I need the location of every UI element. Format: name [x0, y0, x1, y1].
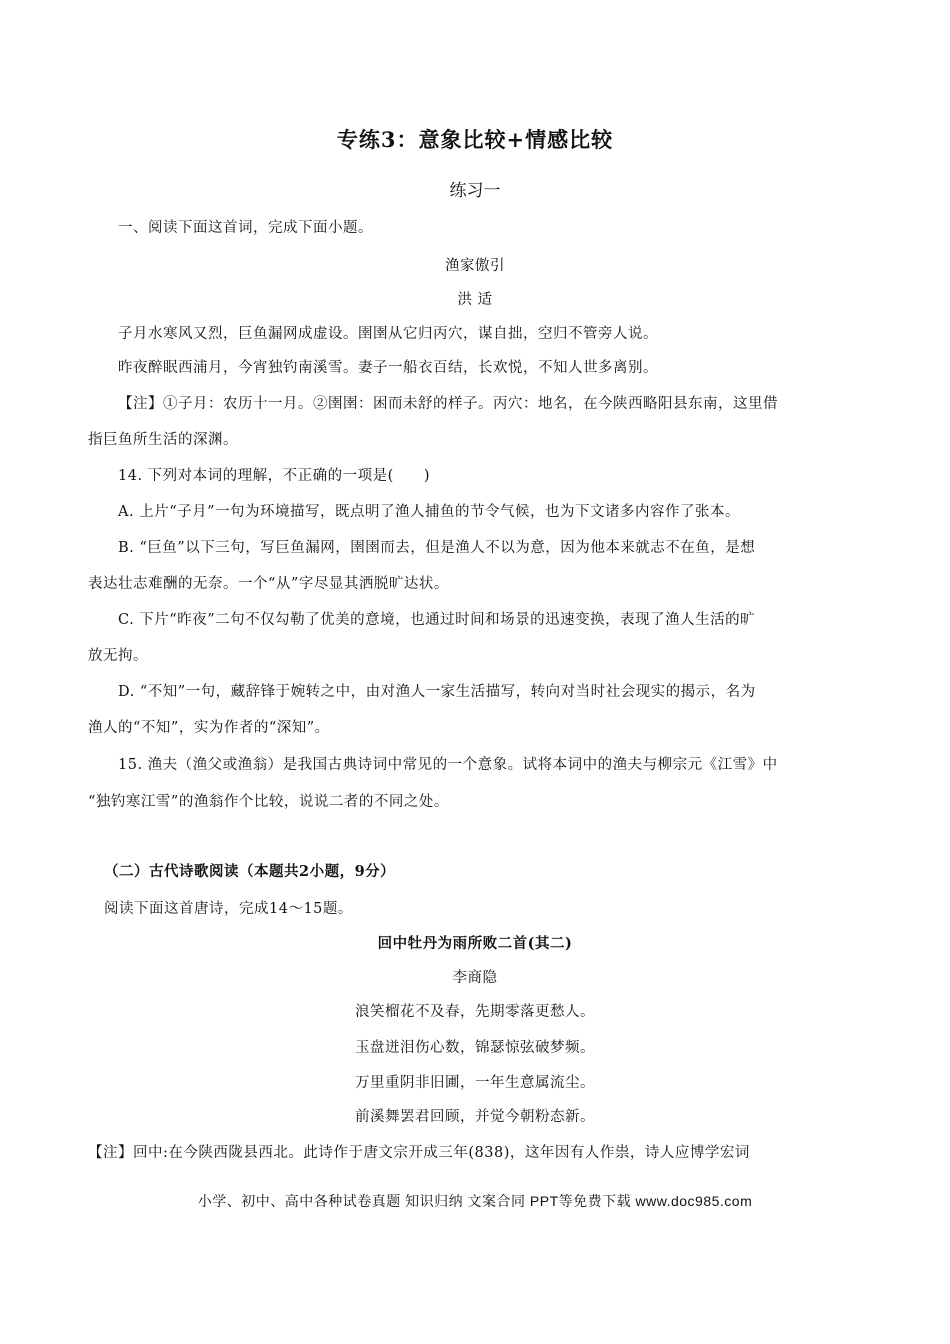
- question-15: 15. 渔夫（渔父或渔翁）是我国古典诗词中常见的一个意象。试将本词中的渔夫与柳宗元《江雪》中: [118, 757, 778, 773]
- section2-heading: （二）古代诗歌阅读（本题共2小题，9分）: [104, 863, 396, 880]
- poem1-line: 昨夜醉眠西浦月，今宵独钓南溪雪。妻子一船衣百结，长欢悦，不知人世多离别。: [118, 360, 658, 376]
- poem2-title: 回中牡丹为雨所败二首(其二): [377, 935, 573, 952]
- poem1-note: 【注】①子月：农历十一月。②圉圉：困而未舒的样子。丙穴：地名，在今陕西略阳县东南，这里借: [118, 396, 778, 412]
- poem2-author: 李商隐: [452, 970, 498, 986]
- option-d: D. “不知”一句，藏辞锋于婉转之中，由对渔人一家生活描写，转向对当时社会现实的揭示，名为: [118, 684, 756, 700]
- poem1-line: 子月水寒风又烈，巨鱼漏网成虚设。圉圉从它归丙穴，谋自拙，空归不管旁人说。: [118, 326, 658, 342]
- poem2-line: 浪笑榴花不及春，先期零落更愁人。: [355, 1004, 595, 1020]
- poem1-title: 渔家傲引: [445, 258, 505, 274]
- option-c: C. 下片“昨夜”二句不仅勾勒了优美的意境，也通过时间和场景的迅速变换，表现了渔人生活的旷: [118, 612, 756, 628]
- poem1-author: 洪 适: [457, 292, 493, 308]
- option-d-cont: 渔人的“不知”，实为作者的“深知”。: [88, 720, 330, 736]
- poem2-note: 【注】回中:在今陕西陇县西北。此诗作于唐文宗开成三年(838)，这年因有人作祟，诗人应博学宏词: [88, 1145, 750, 1161]
- option-b-cont: 表达壮志难酬的无奈。一个“从”字尽显其洒脱旷达状。: [88, 576, 449, 592]
- option-c-cont: 放无拘。: [88, 648, 148, 664]
- question-15-cont: “独钓寒江雪”的渔翁作个比较，说说二者的不同之处。: [88, 794, 449, 810]
- poem1-note-cont: 指巨鱼所生活的深渊。: [88, 432, 238, 448]
- section2-instruction: 阅读下面这首唐诗，完成14～15题。: [104, 901, 353, 917]
- option-a: A. 上片“子月”一句为环境描写，既点明了渔人捕鱼的节令气候，也为下文诸多内容作了张本。: [118, 504, 741, 520]
- exercise-subtitle: 练习一: [449, 181, 501, 201]
- page-title: 专练3：意象比较+情感比较: [336, 127, 614, 152]
- option-b: B. “巨鱼”以下三句，写巨鱼漏网，圉圉而去，但是渔人不以为意，因为他本来就志不在鱼，是想: [118, 540, 756, 556]
- poem2-line: 玉盘迸泪伤心数，锦瑟惊弦破梦频。: [355, 1040, 595, 1056]
- question-14-stem: 14. 下列对本词的理解，不正确的一项是( ): [118, 468, 430, 484]
- footer-download-link[interactable]: 小学、初中、高中各种试卷真题 知识归纳 文案合同 PPT等免费下载 www.doc985.com: [197, 1193, 753, 1209]
- poem2-line: 前溪舞罢君回顾，并觉今朝粉态新。: [355, 1109, 595, 1125]
- section1-instruction: 一、阅读下面这首词，完成下面小题。: [118, 220, 373, 236]
- poem2-line: 万里重阴非旧圃，一年生意属流尘。: [355, 1075, 595, 1091]
